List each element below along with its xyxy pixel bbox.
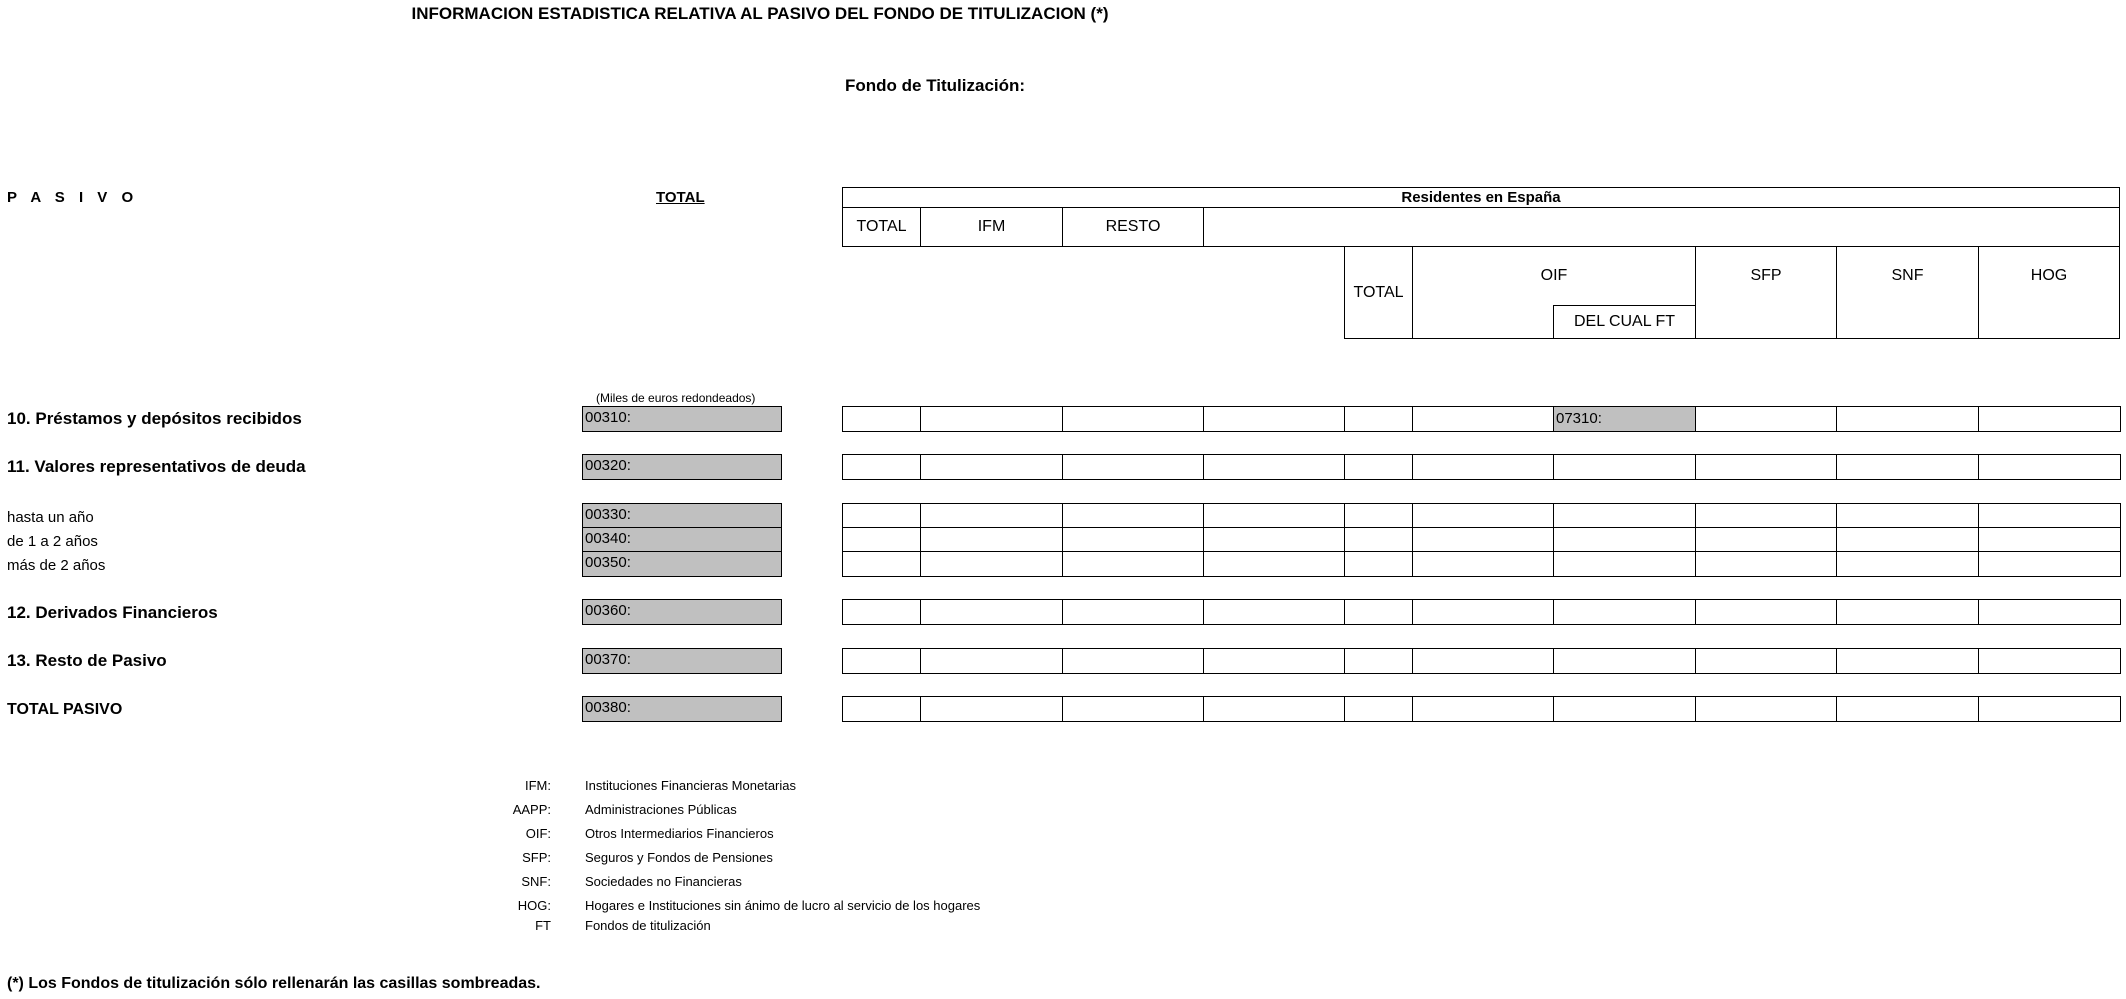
row-label-hasta-un-ano: hasta un año [7, 509, 94, 526]
cell-row7-oif[interactable] [1412, 648, 1554, 674]
cell-row1-total[interactable] [842, 406, 921, 432]
cell-row4-sub-total[interactable] [1344, 527, 1413, 553]
cell-row3-hog[interactable] [1978, 503, 2121, 529]
code-field-00310[interactable]: 00310: [582, 406, 782, 432]
legend-desc: Administraciones Públicas [585, 802, 737, 817]
cell-row1-oif[interactable] [1412, 406, 1554, 432]
legend-desc: Hogares e Instituciones sin ánimo de lucro al servicio de los hogares [585, 898, 981, 913]
cell-row6-oif[interactable] [1412, 599, 1554, 625]
cell-row7-sfp[interactable] [1695, 648, 1837, 674]
cell-row8-resto-b[interactable] [1203, 696, 1345, 722]
cell-row4-resto-b[interactable] [1203, 527, 1345, 553]
cell-row3-oif[interactable] [1412, 503, 1554, 529]
cell-row6-snf[interactable] [1836, 599, 1979, 625]
cell-row8-snf[interactable] [1836, 696, 1979, 722]
footnote: (*) Los Fondos de titulización sólo rellenarán las casillas sombreadas. [7, 975, 541, 992]
row-label-total-pasivo: TOTAL PASIVO [7, 701, 123, 718]
units-note: (Miles de euros redondeados) [596, 391, 756, 405]
cell-row8-sub-total[interactable] [1344, 696, 1413, 722]
total-heading: TOTAL [656, 189, 705, 206]
cell-row3-sfp[interactable] [1695, 503, 1837, 529]
legend-desc: Fondos de titulización [585, 918, 711, 933]
cell-row2-sfp[interactable] [1695, 454, 1837, 480]
cell-row2-resto[interactable] [1062, 454, 1204, 480]
cell-row8-total[interactable] [842, 696, 921, 722]
cell-row3-ifm[interactable] [920, 503, 1063, 529]
code-field-00330[interactable]: 00330: [582, 503, 782, 529]
header-sfp: SFP [1695, 246, 1837, 339]
cell-row4-snf[interactable] [1836, 527, 1979, 553]
legend-desc: Otros Intermediarios Financieros [585, 826, 774, 841]
legend-abbr: FT [535, 918, 551, 933]
cell-row7-resto[interactable] [1062, 648, 1204, 674]
cell-row8-oif[interactable] [1412, 696, 1554, 722]
cell-row5-total[interactable] [842, 551, 921, 577]
cell-row3-resto[interactable] [1062, 503, 1204, 529]
cell-row5-sfp[interactable] [1695, 551, 1837, 577]
cell-row2-resto-b[interactable] [1203, 454, 1345, 480]
cell-row3-resto-b[interactable] [1203, 503, 1345, 529]
cell-row8-sfp[interactable] [1695, 696, 1837, 722]
cell-row4-sfp[interactable] [1695, 527, 1837, 553]
row-label-derivados: 12. Derivados Financieros [7, 603, 218, 622]
cell-row3-sub-total[interactable] [1344, 503, 1413, 529]
cell-row8-del-cual-ft[interactable] [1553, 696, 1696, 722]
legend-desc: Seguros y Fondos de Pensiones [585, 850, 773, 865]
fondo-label: Fondo de Titulización: [845, 76, 1026, 95]
legend-abbr: SFP: [522, 850, 551, 865]
cell-row2-sub-total[interactable] [1344, 454, 1413, 480]
legend-abbr: HOG: [517, 898, 551, 913]
cell-row2-ifm[interactable] [920, 454, 1063, 480]
header-residentes: Residentes en España [842, 187, 2120, 208]
cell-row6-sub-total[interactable] [1344, 599, 1413, 625]
cell-row6-ifm[interactable] [920, 599, 1063, 625]
cell-row2-snf[interactable] [1836, 454, 1979, 480]
cell-row4-oif[interactable] [1412, 527, 1554, 553]
cell-row1-hog[interactable] [1978, 406, 2121, 432]
cell-row7-total[interactable] [842, 648, 921, 674]
cell-row6-resto-b[interactable] [1203, 599, 1345, 625]
cell-row2-total[interactable] [842, 454, 921, 480]
legend-abbr: OIF: [525, 826, 551, 841]
cell-row4-del-cual-ft[interactable] [1553, 527, 1696, 553]
legend-desc: Sociedades no Financieras [585, 874, 742, 889]
header-oif: OIF [1540, 267, 1568, 284]
code-field-00370[interactable]: 00370: [582, 648, 782, 674]
code-field-00360[interactable]: 00360: [582, 599, 782, 625]
cell-row1-resto-b[interactable] [1203, 406, 1345, 432]
cell-row7-hog[interactable] [1978, 648, 2121, 674]
cell-row6-hog[interactable] [1978, 599, 2121, 625]
code-field-07310[interactable]: 07310: [1553, 406, 1696, 432]
page-title: INFORMACION ESTADISTICA RELATIVA AL PASIVO DEL FONDO DE TITULIZACION (*) [411, 4, 1109, 23]
cell-row8-ifm[interactable] [920, 696, 1063, 722]
cell-row7-ifm[interactable] [920, 648, 1063, 674]
cell-row2-hog[interactable] [1978, 454, 2121, 480]
row-label-prestamos: 10. Préstamos y depósitos recibidos [7, 409, 302, 428]
cell-row8-resto[interactable] [1062, 696, 1204, 722]
cell-row1-sfp[interactable] [1695, 406, 1837, 432]
cell-row7-snf[interactable] [1836, 648, 1979, 674]
row-label-valores: 11. Valores representativos de deuda [7, 457, 306, 476]
cell-row4-ifm[interactable] [920, 527, 1063, 553]
cell-row2-oif[interactable] [1412, 454, 1554, 480]
cell-row4-total[interactable] [842, 527, 921, 553]
cell-row1-ifm[interactable] [920, 406, 1063, 432]
cell-row3-del-cual-ft[interactable] [1553, 503, 1696, 529]
cell-row7-del-cual-ft[interactable] [1553, 648, 1696, 674]
legend-abbr: IFM: [525, 778, 551, 793]
cell-row2-del-cual-ft[interactable] [1553, 454, 1696, 480]
legend-abbr: AAPP: [512, 802, 551, 817]
legend-desc: Instituciones Financieras Monetarias [585, 778, 796, 793]
header-hog: HOG [1978, 246, 2120, 339]
code-field-00340[interactable]: 00340: [582, 527, 782, 553]
cell-row6-total[interactable] [842, 599, 921, 625]
cell-row5-hog[interactable] [1978, 551, 2121, 577]
header-ifm: IFM [920, 207, 1063, 247]
cell-row1-sub-total[interactable] [1344, 406, 1413, 432]
row-label-1-a-2-anos: de 1 a 2 años [7, 533, 98, 550]
cell-row5-oif[interactable] [1412, 551, 1554, 577]
cell-row7-resto-b[interactable] [1203, 648, 1345, 674]
cell-row3-total[interactable] [842, 503, 921, 529]
cell-row1-snf[interactable] [1836, 406, 1979, 432]
cell-row6-del-cual-ft[interactable] [1553, 599, 1696, 625]
cell-row8-hog[interactable] [1978, 696, 2121, 722]
row-label-resto-pasivo: 13. Resto de Pasivo [7, 651, 167, 670]
cell-row5-resto[interactable] [1062, 551, 1204, 577]
cell-row5-del-cual-ft[interactable] [1553, 551, 1696, 577]
cell-row7-sub-total[interactable] [1344, 648, 1413, 674]
cell-row4-hog[interactable] [1978, 527, 2121, 553]
header-total: TOTAL [842, 207, 921, 247]
cell-row6-sfp[interactable] [1695, 599, 1837, 625]
code-field-00350[interactable]: 00350: [582, 551, 782, 577]
cell-row1-resto[interactable] [1062, 406, 1204, 432]
row-label-mas-de-2-anos: más de 2 años [7, 557, 106, 574]
legend-abbr: SNF: [521, 874, 551, 889]
cell-row5-ifm[interactable] [920, 551, 1063, 577]
cell-row5-sub-total[interactable] [1344, 551, 1413, 577]
cell-row4-resto[interactable] [1062, 527, 1204, 553]
header-del-cual-ft: DEL CUAL FT [1553, 305, 1696, 339]
code-field-00320[interactable]: 00320: [582, 454, 782, 480]
cell-row3-snf[interactable] [1836, 503, 1979, 529]
header-snf: SNF [1836, 246, 1979, 339]
cell-row5-resto-b[interactable] [1203, 551, 1345, 577]
code-field-00380[interactable]: 00380: [582, 696, 782, 722]
header-resto: RESTO [1062, 207, 1204, 247]
pasivo-heading: P A S I V O [7, 189, 139, 206]
header-sub-total: TOTAL [1344, 246, 1413, 339]
cell-row6-resto[interactable] [1062, 599, 1204, 625]
cell-row5-snf[interactable] [1836, 551, 1979, 577]
